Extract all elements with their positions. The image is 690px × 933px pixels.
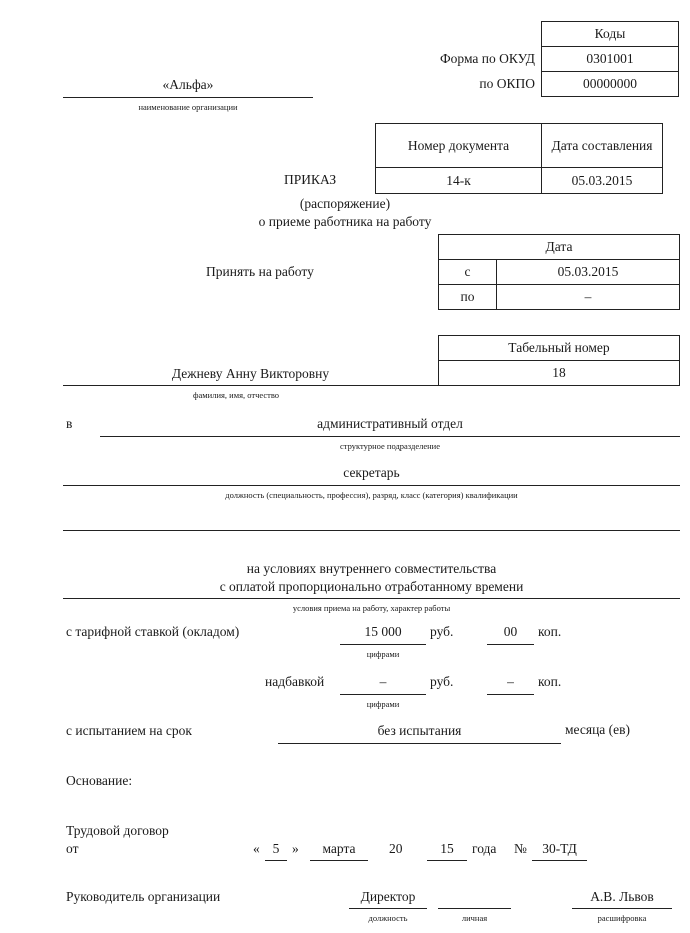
contract-year-label: года xyxy=(472,841,497,856)
contract-month-underline xyxy=(310,860,368,861)
okpo-label: по ОКПО xyxy=(479,76,535,91)
salary-label: с тарифной ставкой (окладом) xyxy=(66,624,240,639)
org-underline xyxy=(63,97,313,98)
contract-year-underline xyxy=(427,860,467,861)
tab-number-table xyxy=(438,335,680,386)
contract-year-prefix: 20 xyxy=(389,841,403,856)
contract-year-suffix: 15 xyxy=(440,841,454,856)
number-sign: № xyxy=(514,841,527,856)
bonus-kop-underline xyxy=(487,694,534,695)
employee-name: Дежневу Анну Викторовну xyxy=(171,366,330,381)
department: административный отдел xyxy=(317,416,463,431)
bonus-rub-label: руб. xyxy=(430,674,454,689)
conditions-underline xyxy=(63,598,680,599)
employee-name-caption: фамилия, имя, отчество xyxy=(193,390,280,400)
salary-rub-label: руб. xyxy=(430,624,454,639)
department-caption: структурное подразделение xyxy=(340,441,440,451)
department-underline xyxy=(100,436,680,437)
hire-dates-table xyxy=(438,234,680,310)
director-name-caption: расшифровка xyxy=(597,913,647,923)
contract-number: 30-ТД xyxy=(542,841,577,856)
basis-label: Основание: xyxy=(66,773,133,788)
bonus-kop-value: – xyxy=(507,674,514,689)
position-underline xyxy=(63,485,680,486)
employee-name-underline xyxy=(63,385,438,386)
order-subtitle: (распоряжение) xyxy=(299,196,391,211)
probation-value: без испытания xyxy=(377,723,462,738)
conditions-line-2: с оплатой пропорционально отработанному времени xyxy=(219,579,524,594)
quote-close: » xyxy=(292,841,299,856)
director-name-underline xyxy=(572,908,672,909)
organization-name: «Альфа» xyxy=(162,77,214,92)
hire-to-label: по xyxy=(439,285,497,310)
contract-label: Трудовой договор xyxy=(66,823,169,838)
salary-digits-caption: цифрами xyxy=(366,649,400,659)
in-label: в xyxy=(66,416,73,431)
salary-kop-label: коп. xyxy=(538,624,562,639)
order-title: ПРИКАЗ xyxy=(284,172,337,187)
signature-underline xyxy=(438,908,511,909)
salary-rub-underline xyxy=(340,644,426,645)
contract-month: марта xyxy=(322,841,356,856)
order-date: 05.03.2015 xyxy=(542,168,663,194)
position: секретарь xyxy=(343,465,400,480)
hire-to-date: – xyxy=(497,285,680,310)
contract-day-underline xyxy=(265,860,287,861)
bonus-rub-underline xyxy=(340,694,426,695)
codes-table xyxy=(541,21,679,97)
org-caption: наименование организации xyxy=(138,102,238,112)
order-table xyxy=(375,123,663,194)
salary-rub-value: 15 000 xyxy=(364,624,402,639)
probation-underline xyxy=(278,743,561,744)
codes-header: Коды xyxy=(542,22,679,47)
tab-number-header: Табельный номер xyxy=(439,336,680,361)
okud-code: 0301001 xyxy=(542,47,679,72)
bonus-digits-caption: цифрами xyxy=(366,699,400,709)
contract-from-label: от xyxy=(66,841,79,856)
order-subject: о приеме работника на работу xyxy=(258,214,432,229)
signature-caption: личная xyxy=(461,913,488,923)
position-extra-line xyxy=(63,530,680,531)
conditions-line-1: на условиях внутреннего совместительства xyxy=(246,561,497,576)
position-caption: должность (специальность, профессия), разряд, класс (категория) квалификации xyxy=(225,490,518,500)
bonus-label: надбавкой xyxy=(265,674,325,689)
quote-open: « xyxy=(253,841,260,856)
okpo-code: 00000000 xyxy=(542,72,679,97)
order-date-header: Дата составления xyxy=(542,124,663,168)
conditions-caption: условия приема на работу, характер работы xyxy=(292,603,451,613)
signature-label: Руководитель организации xyxy=(66,889,221,904)
bonus-kop-label: коп. xyxy=(538,674,562,689)
probation-label: с испытанием на срок xyxy=(66,723,192,738)
director-position: Директор xyxy=(360,889,416,904)
tab-number: 18 xyxy=(439,361,680,386)
director-position-underline xyxy=(349,908,427,909)
order-number: 14-к xyxy=(376,168,542,194)
probation-unit: месяца (ев) xyxy=(565,722,631,737)
salary-kop-value: 00 xyxy=(503,624,518,639)
contract-day: 5 xyxy=(272,841,280,856)
director-name: А.В. Львов xyxy=(590,889,654,904)
order-number-header: Номер документа xyxy=(376,124,542,168)
director-position-caption: должность xyxy=(368,913,408,923)
hire-label: Принять на работу xyxy=(206,264,314,279)
bonus-rub-value: – xyxy=(379,674,387,689)
hire-from-date: 05.03.2015 xyxy=(497,260,680,285)
salary-kop-underline xyxy=(487,644,534,645)
contract-number-underline xyxy=(532,860,587,861)
okud-label: Форма по ОКУД xyxy=(439,51,535,66)
hire-date-header: Дата xyxy=(439,235,680,260)
hire-from-label: с xyxy=(439,260,497,285)
